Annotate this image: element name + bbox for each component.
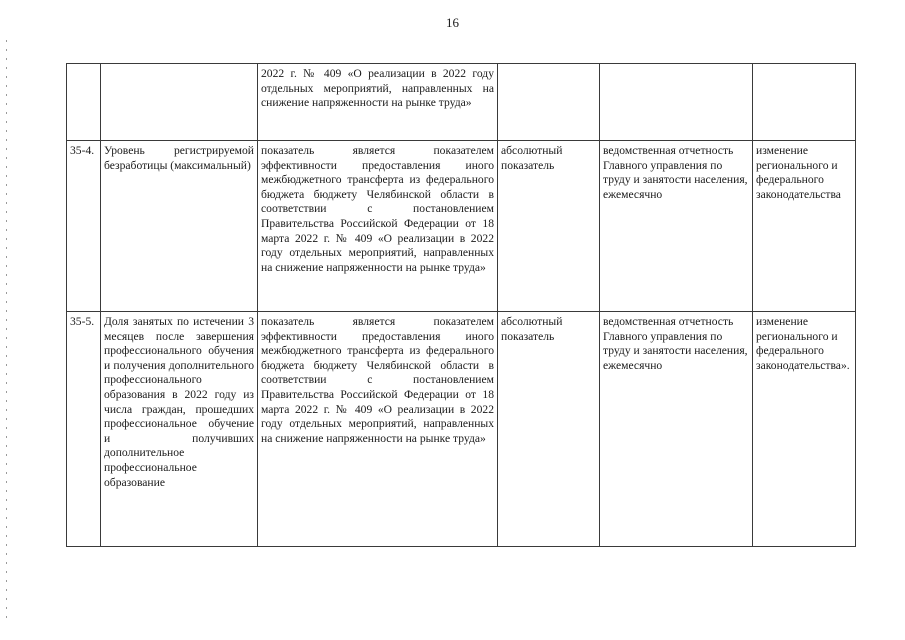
indicator-description: показатель является показателем эффективности предоставления иного межбюджетного трансферта из федерального бюджета бюджету Челябинской области в соответствии с постановлением Правительства Российской Федерации от 18 марта 2022 г. № 409 «О реализации в 2022 году отдельных мероприятий, направленных на снижение напряженности на рынке труда» [258,141,498,312]
indicator-type: абсолютный показатель [498,141,600,312]
indicator-type: абсолютный показатель [498,312,600,547]
row-number: 35-5. [67,312,101,547]
scan-edge-mark [6,40,7,620]
change-reason [753,64,856,141]
indicator-name [101,64,258,141]
indicator-source: ведомственная отчетность Главного управления по труду и занятости населения, ежемесячно [600,312,753,547]
indicator-description: 2022 г. № 409 «О реализации в 2022 году отдельных мероприятий, направленных на снижение напряженности на рынке труда» [258,64,498,141]
indicator-name: Доля занятых по истечении 3 месяцев после завершения профессионального обучения и получения дополнительного профессионального образования в 2022 году из числа граждан, прошедших профессиональное обучение и получивших дополнительное профессиональное образование [101,312,258,547]
indicator-source [600,64,753,141]
indicator-type [498,64,600,141]
table-row [67,141,856,312]
row-number: 35-4. [67,141,101,312]
row-number [67,64,101,141]
indicator-source: ведомственная отчетность Главного управления по труду и занятости населения, ежемесячно [600,141,753,312]
indicator-description: показатель является показателем эффективности предоставления иного межбюджетного трансферта из федерального бюджета бюджету Челябинской области в соответствии с постановлением Правительства Российской Федерации от 18 марта 2022 г. № 409 «О реализации в 2022 году отдельных мероприятий, направленных на снижение напряженности на рынке труда» [258,312,498,547]
table-row [67,64,856,141]
page-number: 16 [446,15,459,30]
indicator-name: Уровень регистрируемой безработицы (максимальный) [101,141,258,312]
indicators-table [66,63,856,547]
change-reason: изменение регионального и федерального законодательства [753,141,856,312]
table-row [67,312,856,547]
change-reason: изменение регионального и федерального законодательства». [753,312,856,547]
